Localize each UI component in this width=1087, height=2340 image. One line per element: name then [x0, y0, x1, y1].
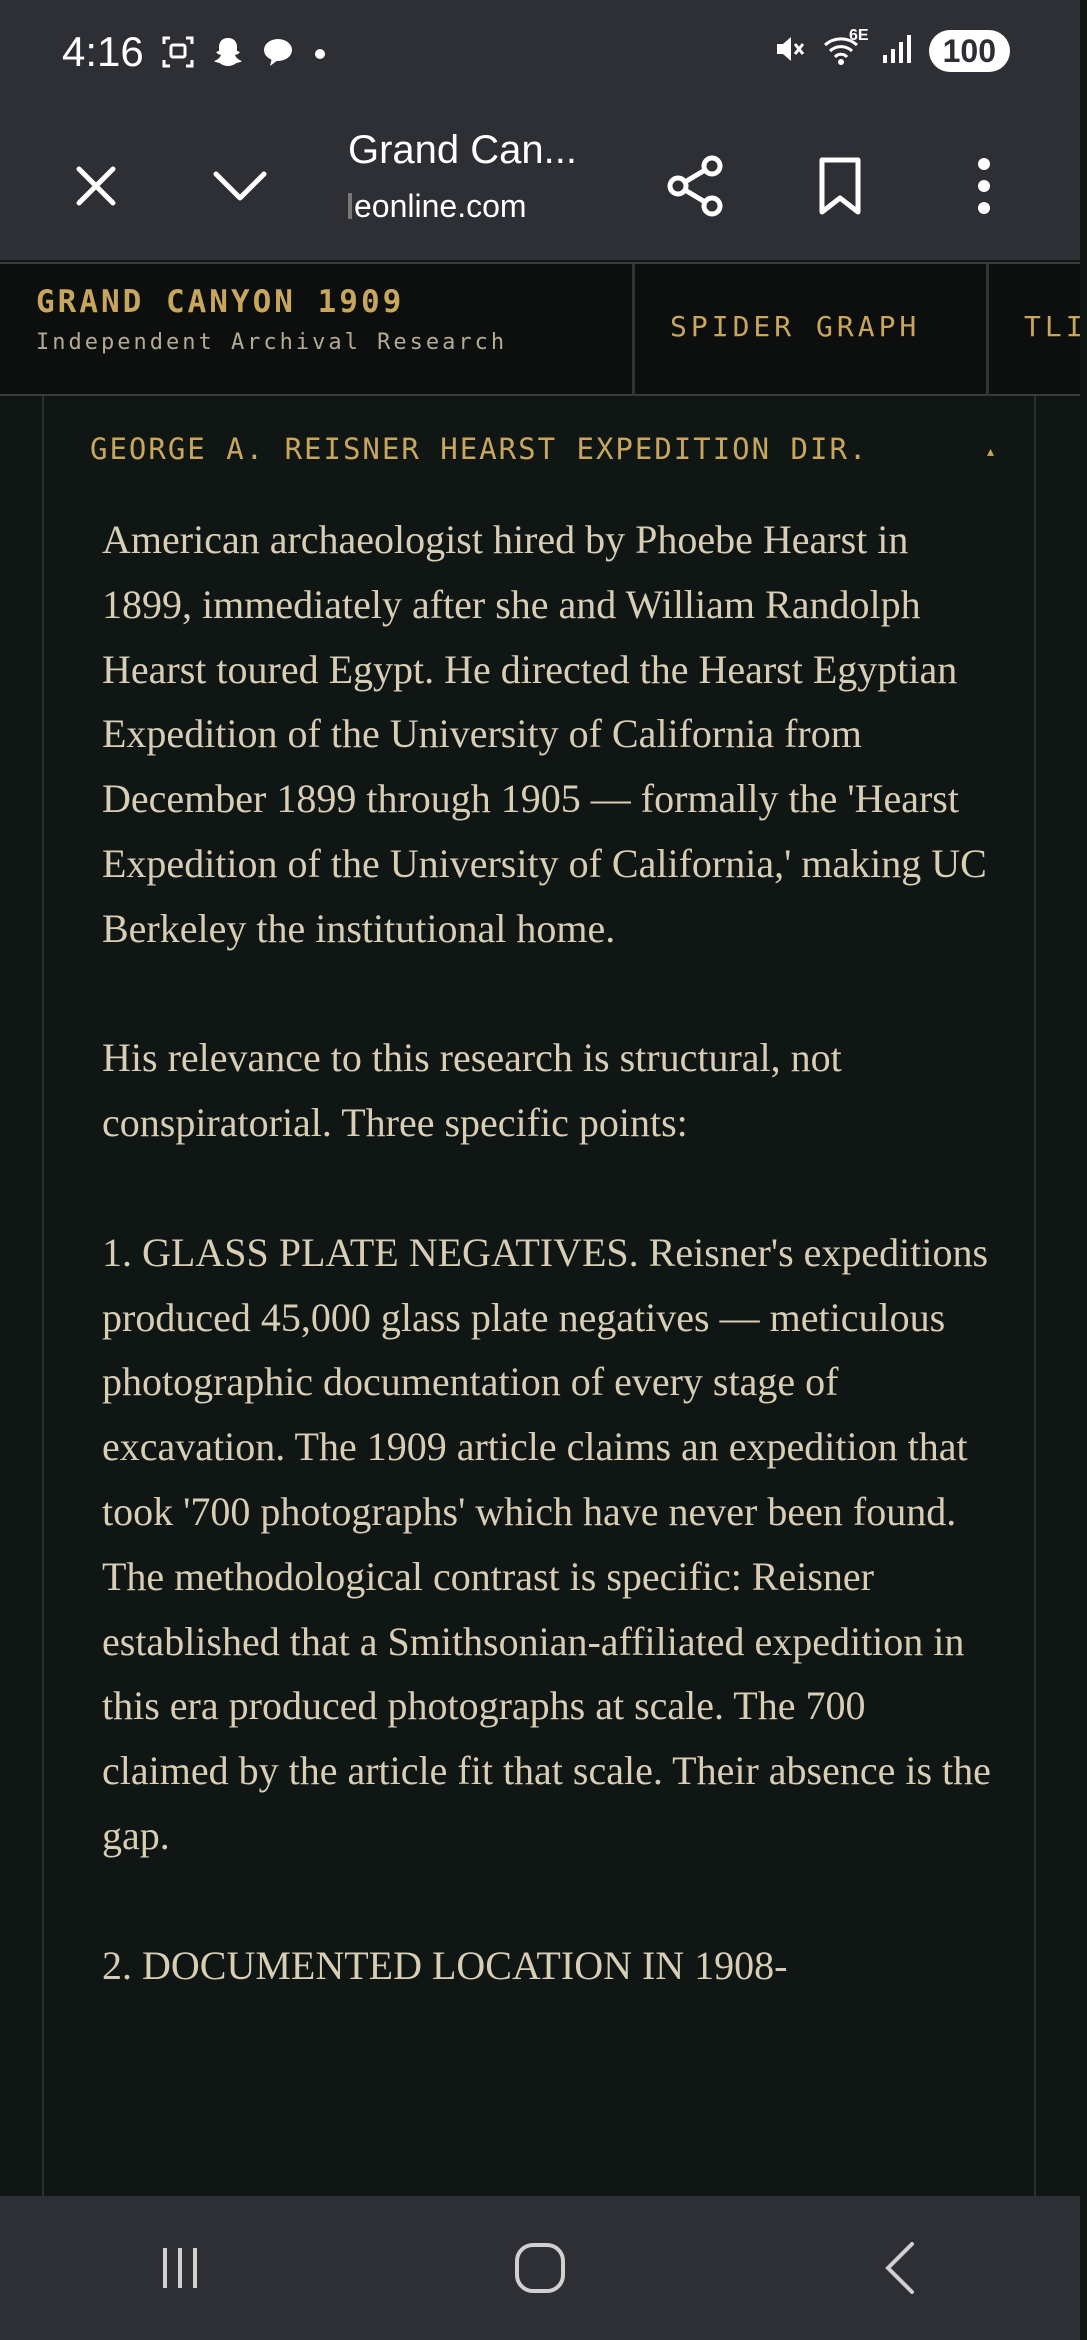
site-subtitle: Independent Archival Research: [36, 330, 508, 355]
snapchat-icon: [210, 34, 246, 75]
share-icon[interactable]: [656, 146, 736, 226]
mute-icon: [771, 31, 807, 72]
nav-item-spider-graph[interactable]: SPIDER GRAPH: [670, 310, 921, 343]
panel-body-text: American archaeologist hired by Phoebe Hearst in 1899, immediately after she and William Randolph Hearst toured Egypt. He directed the Hearst Egyptian Expedition of the University of California from December 1899 through 1905 — formally the 'Hearst Expedition of the University of California,' making UC Berkeley the institutional home. His relevance to this research is structural, not conspiratorial. Three specific points: 1. GLASS PLATE NEGATIVES. Reisner's expeditions produced 45,000 glass plate negatives — meticulous photographic documentation of every stage of excavation. The 1909 article claims an expedition that took '700 photographs' which have never been found. The methodological contrast is specific: Reisner established that a Smithsonian-affiliated expedition in this era produced photographs at scale. The 700 claimed by the article fit that scale. Their absence is the gap. 2. DOCUMENTED LOCATION IN 1908-: [102, 517, 991, 1988]
close-icon[interactable]: [56, 146, 136, 226]
chevron-down-icon[interactable]: [200, 146, 280, 226]
battery-indicator: 100: [929, 30, 1010, 72]
home-icon[interactable]: [480, 2218, 600, 2318]
site-title: GRAND CANYON 1909: [36, 284, 405, 320]
back-icon[interactable]: [840, 2218, 960, 2318]
status-bar: [0, 0, 1080, 110]
system-nav-bar: [0, 2196, 1080, 2340]
status-time: 4:16: [62, 28, 144, 75]
site-header: [0, 262, 1087, 396]
browser-toolbar: [0, 110, 1080, 260]
collapse-triangle-icon[interactable]: ▴: [986, 445, 994, 460]
panel-title[interactable]: GEORGE A. REISNER HEARST EXPEDITION DIR.: [90, 432, 869, 466]
nav-divider: [986, 264, 989, 398]
recents-icon[interactable]: [120, 2218, 240, 2318]
dot-icon: [310, 34, 330, 75]
more-vert-icon[interactable]: [944, 146, 1024, 226]
page-url[interactable]: eonline.com: [348, 188, 527, 225]
wifi-icon: [821, 26, 869, 72]
nav-item-tli[interactable]: TLI: [1024, 310, 1087, 343]
nav-divider: [632, 264, 635, 398]
page-title[interactable]: Grand Can...: [348, 128, 578, 172]
screenshot-icon: [160, 34, 196, 75]
main-content[interactable]: [0, 396, 1080, 2196]
site-brand[interactable]: [36, 284, 507, 355]
chat-bubble-icon: [260, 34, 296, 75]
signal-icon: [879, 31, 915, 72]
bookmark-icon[interactable]: [800, 146, 880, 226]
network-type: 6E: [849, 26, 869, 44]
